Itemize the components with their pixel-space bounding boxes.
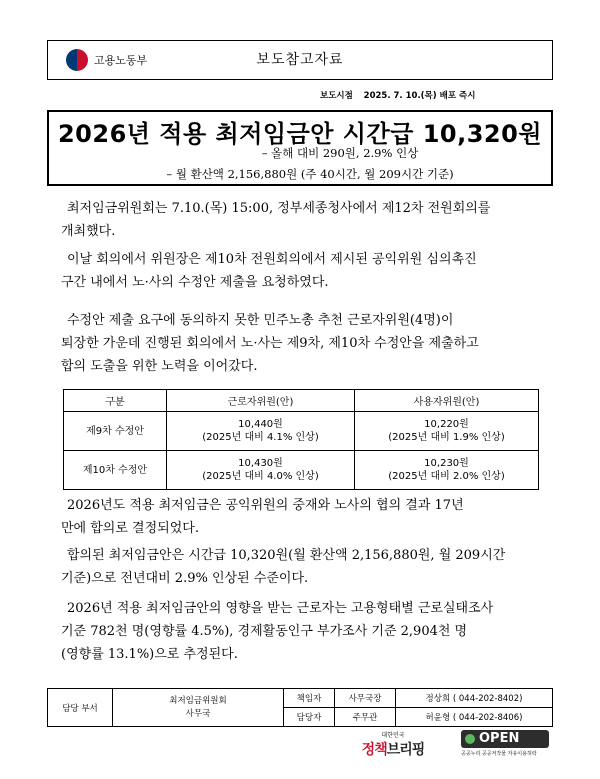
dept-name xyxy=(113,689,284,727)
release-info xyxy=(320,89,475,101)
table-cell xyxy=(355,451,539,490)
policy-briefing-logo xyxy=(358,730,428,760)
table-cell-label: 제10차 수정안 xyxy=(64,451,167,490)
ministry-name: 고용노동부 xyxy=(94,54,148,67)
release-label: 보도시점 xyxy=(320,91,353,101)
dept-line: 최저임금위원회 xyxy=(169,695,227,706)
worker-note: (2025년 대비 4.1% 인상) xyxy=(202,432,319,443)
paragraph-6 xyxy=(61,597,551,666)
paragraph-line: 합의 도출을 위한 노력을 이어갔다. xyxy=(61,359,258,374)
staff-title: 주무관 xyxy=(335,708,396,727)
resp-title: 사무국장 xyxy=(335,689,396,708)
brand-name xyxy=(358,739,428,759)
ministry-logo xyxy=(56,45,196,75)
paragraph-4 xyxy=(61,494,551,540)
release-date: 2025. 7. 10.(목) 배포 즉시 xyxy=(363,91,476,101)
worker-value: 10,440원 xyxy=(238,419,283,430)
table-cell xyxy=(167,451,355,490)
table-row xyxy=(64,451,539,490)
paragraph-5 xyxy=(61,544,551,590)
doc-type: 보도참고자료 xyxy=(256,52,344,68)
paragraph-line: 개최했다. xyxy=(61,224,116,239)
open-badge-text: OPEN xyxy=(479,731,520,746)
brand-name-red: 정책 xyxy=(361,742,387,758)
license-text: 공공누리 공공저작물 자유이용허락 xyxy=(461,751,537,757)
dept-line: 사무국 xyxy=(185,708,211,719)
subtitle-1: – 올해 대비 290원, 2.9% 인상 xyxy=(261,146,419,160)
employer-value: 10,220원 xyxy=(424,419,469,430)
contact-table xyxy=(47,688,553,727)
table-header: 사용자위원(안) xyxy=(355,390,539,412)
employer-note: (2025년 대비 2.0% 인상) xyxy=(388,471,505,482)
contact-row xyxy=(48,689,553,708)
subtitle-2: – 월 환산액 2,156,880원 (주 40시간, 월 209시간 기준) xyxy=(166,167,454,181)
brand-name-rest: 브리핑 xyxy=(386,742,425,758)
staff-name: 허윤형 ( 044-202-8406) xyxy=(396,708,553,727)
table-cell xyxy=(167,412,355,451)
paragraph-line: 기준 782천 명(영향률 4.5%), 경제활동인구 부가조사 기준 2,904천 명 xyxy=(61,624,468,639)
paragraph-line: 만에 합의로 결정되었다. xyxy=(61,521,199,536)
staff-label: 담당자 xyxy=(284,708,335,727)
resp-name: 정상희 ( 044-202-8402) xyxy=(396,689,553,708)
table-cell xyxy=(355,412,539,451)
paragraph-line: 2026년 적용 최저임금안의 영향을 받는 근로자는 고용형태별 근로실태조사 xyxy=(67,601,494,616)
paragraph-line: 2026년도 적용 최저임금은 공익위원의 중재와 노사의 협의 결과 17년 xyxy=(67,498,464,513)
dept-label: 담당 부서 xyxy=(48,689,113,727)
worker-value: 10,430원 xyxy=(238,458,283,469)
open-circle-icon xyxy=(465,734,475,744)
paragraph-2 xyxy=(61,248,551,294)
paragraph-1 xyxy=(61,197,551,243)
paragraph-line: 최저임금위원회는 7.10.(목) 15:00, 정부세종청사에서 제12차 전원회의를 xyxy=(67,201,491,216)
paragraph-line: 구간 내에서 노·사의 수정안 제출을 요청하였다. xyxy=(61,275,329,290)
table-row xyxy=(64,412,539,451)
worker-note: (2025년 대비 4.0% 인상) xyxy=(202,471,319,482)
paragraph-line: 퇴장한 가운데 진행된 회의에서 노·사는 제9차, 제10차 수정안을 제출하고 xyxy=(61,336,479,351)
paragraph-line: 이날 회의에서 위원장은 제10차 전원회의에서 제시된 공익위원 심의촉진 xyxy=(67,252,477,267)
resp-label: 책임자 xyxy=(284,689,335,708)
paragraph-line: (영향률 13.1%)으로 추정된다. xyxy=(61,647,238,662)
table-header: 근로자위원(안) xyxy=(167,390,355,412)
table-header-row xyxy=(64,390,539,412)
page-title: 2026년 적용 최저임금안 시간급 10,320원 xyxy=(57,120,543,148)
table-cell-label: 제9차 수정안 xyxy=(64,412,167,451)
employer-note: (2025년 대비 1.9% 인상) xyxy=(388,432,505,443)
open-license-logo xyxy=(461,730,549,758)
open-badge xyxy=(461,730,549,748)
employer-value: 10,230원 xyxy=(424,458,469,469)
taegeuk-icon xyxy=(66,49,88,71)
paragraph-line: 수정안 제출 요구에 동의하지 못한 민주노총 추천 근로자위원(4명)이 xyxy=(67,313,454,328)
paragraph-line: 기준)으로 전년대비 2.9% 인상된 수준이다. xyxy=(61,571,309,586)
table-header: 구분 xyxy=(64,390,167,412)
proposal-table xyxy=(63,389,539,490)
paragraph-3 xyxy=(61,309,551,378)
paragraph-line: 합의된 최저임금안은 시간급 10,320원(월 환산액 2,156,880원, 월 209시간 xyxy=(67,548,506,563)
brand-small: 대한민국 xyxy=(381,732,405,739)
